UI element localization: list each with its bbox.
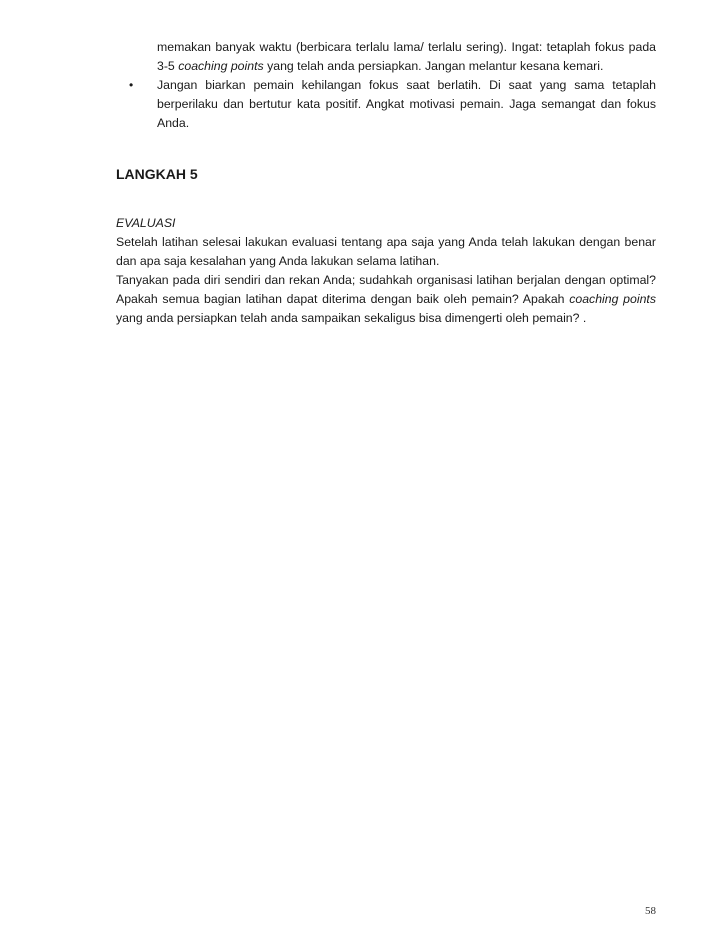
page-content bbox=[116, 38, 656, 328]
page-number: 58 bbox=[645, 905, 656, 917]
bullet-continuation-text-before: memakan banyak waktu (berbicara terlalu lama/ terlalu sering). Ingat: tetaplah fokus pada 3-5 bbox=[157, 40, 656, 73]
subheading: EVALUASI bbox=[116, 216, 176, 230]
paragraph-1: Setelah latihan selesai lakukan evaluasi tentang apa saja yang Anda telah lakukan dengan benar dan apa saja kesalahan yang Anda lakukan selama latihan. bbox=[116, 235, 656, 268]
paragraph-2-text-after: yang anda persiapkan telah anda sampaikan sekaligus bisa dimengerti oleh pemain? . bbox=[116, 311, 587, 325]
paragraph-2-text-before: Tanyakan pada diri sendiri dan rekan Anda; sudahkah organisasi latihan berjalan dengan optimal? Apakah semua bagian latihan dapat diterima dengan baik oleh pemain? Apakah bbox=[116, 273, 656, 306]
paragraph-2-emphasis: coaching points bbox=[569, 292, 656, 306]
bullet-item-text: Jangan biarkan pemain kehilangan fokus saat berlatih. Di saat yang sama tetaplah berperilaku dan bertutur kata positif. Angkat motivasi pemain. Jaga semangat dan fokus Anda. bbox=[157, 78, 656, 130]
bullet-continuation bbox=[116, 38, 656, 76]
bullet-marker: • bbox=[129, 78, 134, 92]
bullet-continuation-emphasis: coaching points bbox=[178, 59, 264, 73]
paragraph-2 bbox=[116, 271, 656, 328]
section-heading: LANGKAH 5 bbox=[116, 166, 198, 182]
bullet-item bbox=[116, 76, 656, 133]
bullet-continuation-text-after: yang telah anda persiapkan. Jangan melantur kesana kemari. bbox=[263, 59, 604, 73]
